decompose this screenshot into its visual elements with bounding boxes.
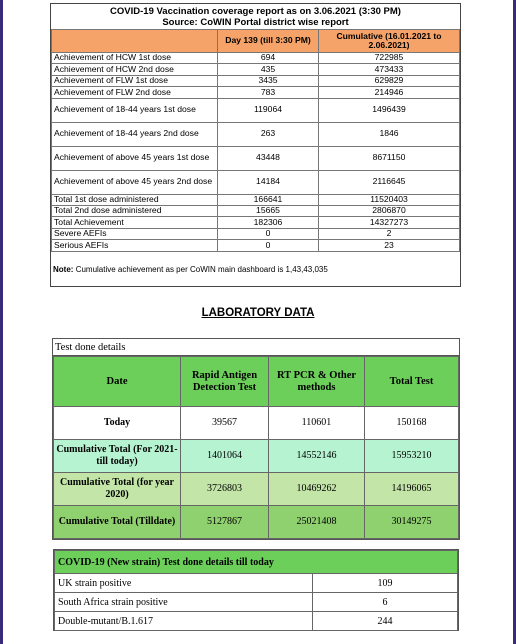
row-label: Total 2nd dose administered	[52, 205, 218, 216]
row-rapid-value: 39567	[181, 407, 269, 440]
row-rtpcr-value: 10469262	[269, 473, 365, 506]
strain-title: COVID-19 (New strain) Test done details till today	[55, 551, 458, 574]
vaccination-note	[51, 252, 460, 274]
row-cumulative-value: 473433	[319, 64, 460, 75]
lab-header-date: Date	[54, 357, 181, 407]
row-label: Total 1st dose administered	[52, 194, 218, 205]
lab-heading: LABORATORY DATA	[201, 307, 315, 319]
row-rtpcr-value: 14552146	[269, 440, 365, 473]
row-cumulative-value: 8671150	[319, 146, 460, 170]
row-cumulative-value: 2116645	[319, 170, 460, 194]
row-rapid-value: 1401064	[181, 440, 269, 473]
lab-header-total: Total Test	[365, 357, 459, 407]
row-cumulative-value: 1846	[319, 122, 460, 146]
strain-table	[54, 550, 458, 631]
table-row	[55, 593, 458, 612]
table-row	[55, 574, 458, 593]
table-row	[54, 506, 459, 539]
lab-header-rtpcr: RT PCR & Other methods	[269, 357, 365, 407]
table-row	[52, 53, 460, 64]
lab-header-rapid: Rapid Antigen Detection Test	[181, 357, 269, 407]
page-frame-left	[0, 0, 3, 644]
table-row	[52, 146, 460, 170]
row-label: Achievement of above 45 years 2nd dose	[52, 170, 218, 194]
row-day-value: 182306	[218, 217, 319, 228]
row-cumulative-value: 214946	[319, 87, 460, 98]
vaccination-header-blank	[52, 30, 218, 53]
lab-table	[53, 356, 459, 539]
row-day-value: 694	[218, 53, 319, 64]
row-label: UK strain positive	[55, 574, 313, 593]
row-rtpcr-value: 110601	[269, 407, 365, 440]
vaccination-header-cumulative: Cumulative (16.01.2021 to 2.06.2021)	[319, 30, 460, 53]
row-label: Cumulative Total (for year 2020)	[54, 473, 181, 506]
row-label: Achievement of above 45 years 1st dose	[52, 146, 218, 170]
row-label: Total Achievement	[52, 217, 218, 228]
row-total-value: 30149275	[365, 506, 459, 539]
lab-data-table-block	[52, 338, 460, 540]
table-row	[52, 240, 460, 251]
table-row	[52, 64, 460, 75]
vaccination-title: COVID-19 Vaccination coverage report as on 3.06.2021 (3:30 PM)	[110, 6, 401, 17]
row-label: Double-mutant/B.1.617	[55, 612, 313, 631]
row-cumulative-value: 2806870	[319, 205, 460, 216]
row-label: Achievement of FLW 2nd dose	[52, 87, 218, 98]
row-cumulative-value: 1496439	[319, 98, 460, 122]
table-row	[52, 205, 460, 216]
row-value: 244	[313, 612, 458, 631]
row-day-value: 263	[218, 122, 319, 146]
table-row	[52, 170, 460, 194]
table-row	[54, 440, 459, 473]
row-cumulative-value: 629829	[319, 75, 460, 86]
table-row	[52, 217, 460, 228]
note-label: Note:	[53, 264, 74, 274]
row-cumulative-value: 722985	[319, 53, 460, 64]
row-cumulative-value: 2	[319, 228, 460, 239]
row-total-value: 15953210	[365, 440, 459, 473]
row-day-value: 43448	[218, 146, 319, 170]
row-day-value: 15665	[218, 205, 319, 216]
row-rtpcr-value: 25021408	[269, 506, 365, 539]
vaccination-source: Source: CoWIN Portal district wise report	[162, 17, 349, 28]
row-label: Today	[54, 407, 181, 440]
table-row	[52, 194, 460, 205]
row-value: 6	[313, 593, 458, 612]
table-row	[54, 473, 459, 506]
row-rapid-value: 5127867	[181, 506, 269, 539]
row-label: Achievement of FLW 1st dose	[52, 75, 218, 86]
row-day-value: 783	[218, 87, 319, 98]
table-row	[52, 75, 460, 86]
row-cumulative-value: 14327273	[319, 217, 460, 228]
row-label: Achievement of 18-44 years 2nd dose	[52, 122, 218, 146]
row-rapid-value: 3726803	[181, 473, 269, 506]
row-value: 109	[313, 574, 458, 593]
vaccination-header-row	[52, 30, 460, 53]
row-total-value: 150168	[365, 407, 459, 440]
row-label: Achievement of HCW 2nd dose	[52, 64, 218, 75]
row-day-value: 119064	[218, 98, 319, 122]
vaccination-report	[50, 3, 461, 287]
table-row	[52, 228, 460, 239]
row-label: Achievement of HCW 1st dose	[52, 53, 218, 64]
row-label: Cumulative Total (Tilldate)	[54, 506, 181, 539]
vaccination-table	[51, 29, 460, 252]
row-day-value: 0	[218, 240, 319, 251]
strain-header-row	[55, 551, 458, 574]
table-row	[52, 87, 460, 98]
table-row	[52, 98, 460, 122]
row-label: South Africa strain positive	[55, 593, 313, 612]
row-label: Severe AEFIs	[52, 228, 218, 239]
row-day-value: 14184	[218, 170, 319, 194]
row-label: Serious AEFIs	[52, 240, 218, 251]
row-day-value: 166641	[218, 194, 319, 205]
strain-table-block	[53, 549, 459, 631]
vaccination-header-day: Day 139 (till 3:30 PM)	[218, 30, 319, 53]
lab-caption: Test done details	[53, 339, 459, 356]
note-text: Cumulative achievement as per CoWIN main dashboard is 1,43,43,035	[75, 264, 328, 274]
row-day-value: 0	[218, 228, 319, 239]
row-label: Achievement of 18-44 years 1st dose	[52, 98, 218, 122]
row-label: Cumulative Total (For 2021- till today)	[54, 440, 181, 473]
row-day-value: 435	[218, 64, 319, 75]
row-day-value: 3435	[218, 75, 319, 86]
row-cumulative-value: 23	[319, 240, 460, 251]
row-cumulative-value: 11520403	[319, 194, 460, 205]
table-row	[55, 612, 458, 631]
table-row	[52, 122, 460, 146]
row-total-value: 14196065	[365, 473, 459, 506]
lab-header-row	[54, 357, 459, 407]
table-row	[54, 407, 459, 440]
